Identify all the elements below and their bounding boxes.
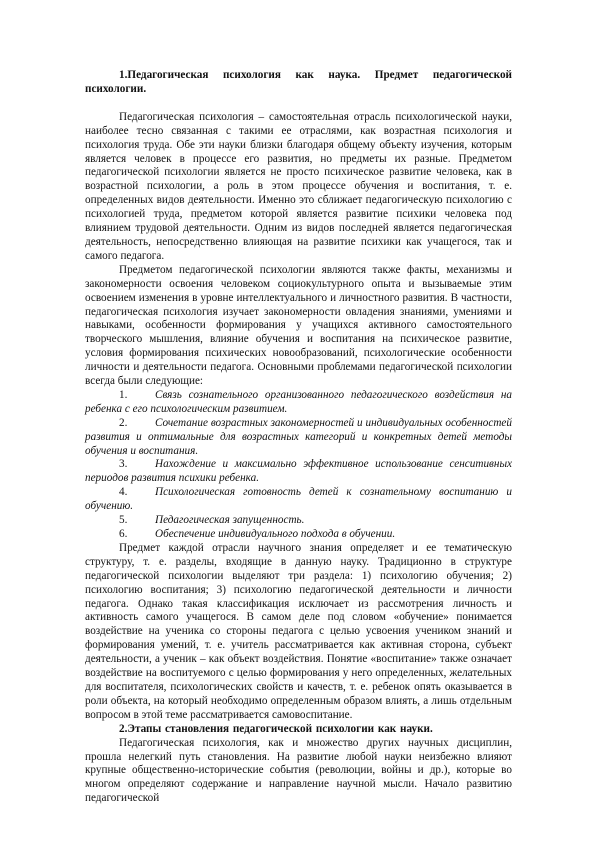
section-2-heading: 2.Этапы становления педагогической психологии как науки. bbox=[119, 722, 433, 735]
list-item bbox=[85, 389, 512, 417]
section-1-paragraph-2: Предметом педагогической психологии являются также факты, механизмы и закономерности освоения человеком социокультурного опыта и вызываемые этим освоением изменения в уровне интеллектуального и личностного развития. В частности, педагогическая психология изучает закономерности овладения знаниями, умениями и навыками, особенности формирования у учащихся активного самостоятельного творческого мышления, влияние обучения и воспитания на психическое развитие, условия формирования психических новообразований, психологические особенности личности и деятельности педагога. Основными проблемами педагогической психологии всегда были следующие: bbox=[85, 263, 512, 388]
section-1-paragraph-3: Предмет каждой отрасли научного знания определяет и ее тематическую структуру, т. е. разделы, входящие в данную науку. Традиционно в структуре педагогической психологии выделяют три раздела: 1) психологию обучения; 2) психологию воспитания; 3) психологию педагогической деятельности и личности педагога. Однако такая классификация исключает из рассмотрения личность и активность самого учащегося. В самом деле под словом «обучение» понимается воздействие на ученика со стороны педагога с целью усвоения учеником знаний и формирования умений, т. е. учитель рассматривается как активная сторона, субъект деятельности, а ученик – как объект воздействия. Понятие «воспитание» также означает воздействие на воспитуемого с целью формирования у него определенных, желательных для воспитателя, психологических свойств и качеств, т. е. ребенок опять оказывается в роли объекта, на который необходимо определенным образом влиять, а лишь отдельным вопросом в этой теме рассматривается самовоспитание. bbox=[85, 541, 512, 721]
problems-list bbox=[85, 389, 512, 542]
list-item bbox=[85, 514, 512, 528]
list-item-number: 2. bbox=[119, 416, 128, 429]
section-1-heading: 1.Педагогическая психология как наука. Предмет педагогической психологии. bbox=[85, 69, 512, 95]
list-item bbox=[85, 486, 512, 514]
document-page bbox=[85, 69, 512, 806]
list-item bbox=[85, 458, 512, 486]
list-item-text: Связь сознательного организованного педагогического воздействия на ребенка с его психологическим развитием. bbox=[85, 388, 512, 415]
list-item-number: 5. bbox=[119, 514, 128, 527]
list-item-text: Нахождение и максимально эффективное использование сенситивных периодов развития психики ребенка. bbox=[85, 458, 512, 485]
list-item-text: Сочетание возрастных закономерностей и индивидуальных особенностей развития и оптимальные для возрастных категорий и конкретных детей методы обучения и воспитания. bbox=[85, 416, 512, 457]
list-item-number: 1. bbox=[119, 388, 128, 401]
list-item-number: 3. bbox=[119, 458, 128, 471]
section-2-paragraph-1: Педагогическая психология, как и множество других научных дисциплин, прошла нелегкий путь становления. На развитие любой науки неизбежно влияют крупные общественно-исторические события (революции, войны и др.), которые во многом определяют содержание и направление научной мысли. Начало развитию педагогической bbox=[85, 736, 512, 805]
list-item-text: Психологическая готовность детей к сознательному воспитанию и обучению. bbox=[85, 486, 512, 513]
list-item-number: 4. bbox=[119, 486, 128, 499]
list-item bbox=[85, 528, 512, 542]
list-item-number: 6. bbox=[119, 528, 128, 540]
list-item bbox=[85, 417, 512, 459]
section-1-paragraph-1: Педагогическая психология – самостоятельная отрасль психологической науки, наиболее тесно связанная с такими ее отраслями, как возрастная психология и психология труда. Обе эти науки близки благодаря общему объекту изучения, которым является человек в процессе его развития, но предметы их разные. Предметом педагогической психологии является не просто психическое развитие человека, как в возрастной психологии, а роль в этом процессе обучения и воспитания, т. е. определенных видов деятельности. Именно это сближает педагогическую психологию с психологией труда, предметом которой является развитие психики человека под влиянием трудовой деятельности. Одним из видов последней является педагогическая деятельность, непосредственно влияющая на развитие психики как учащегося, так и самого педагога. bbox=[85, 110, 512, 262]
list-item-text: Педагогическая запущенность. bbox=[155, 514, 305, 527]
list-item-text: Обеспечение индивидуального подхода в обучении. bbox=[155, 528, 396, 540]
